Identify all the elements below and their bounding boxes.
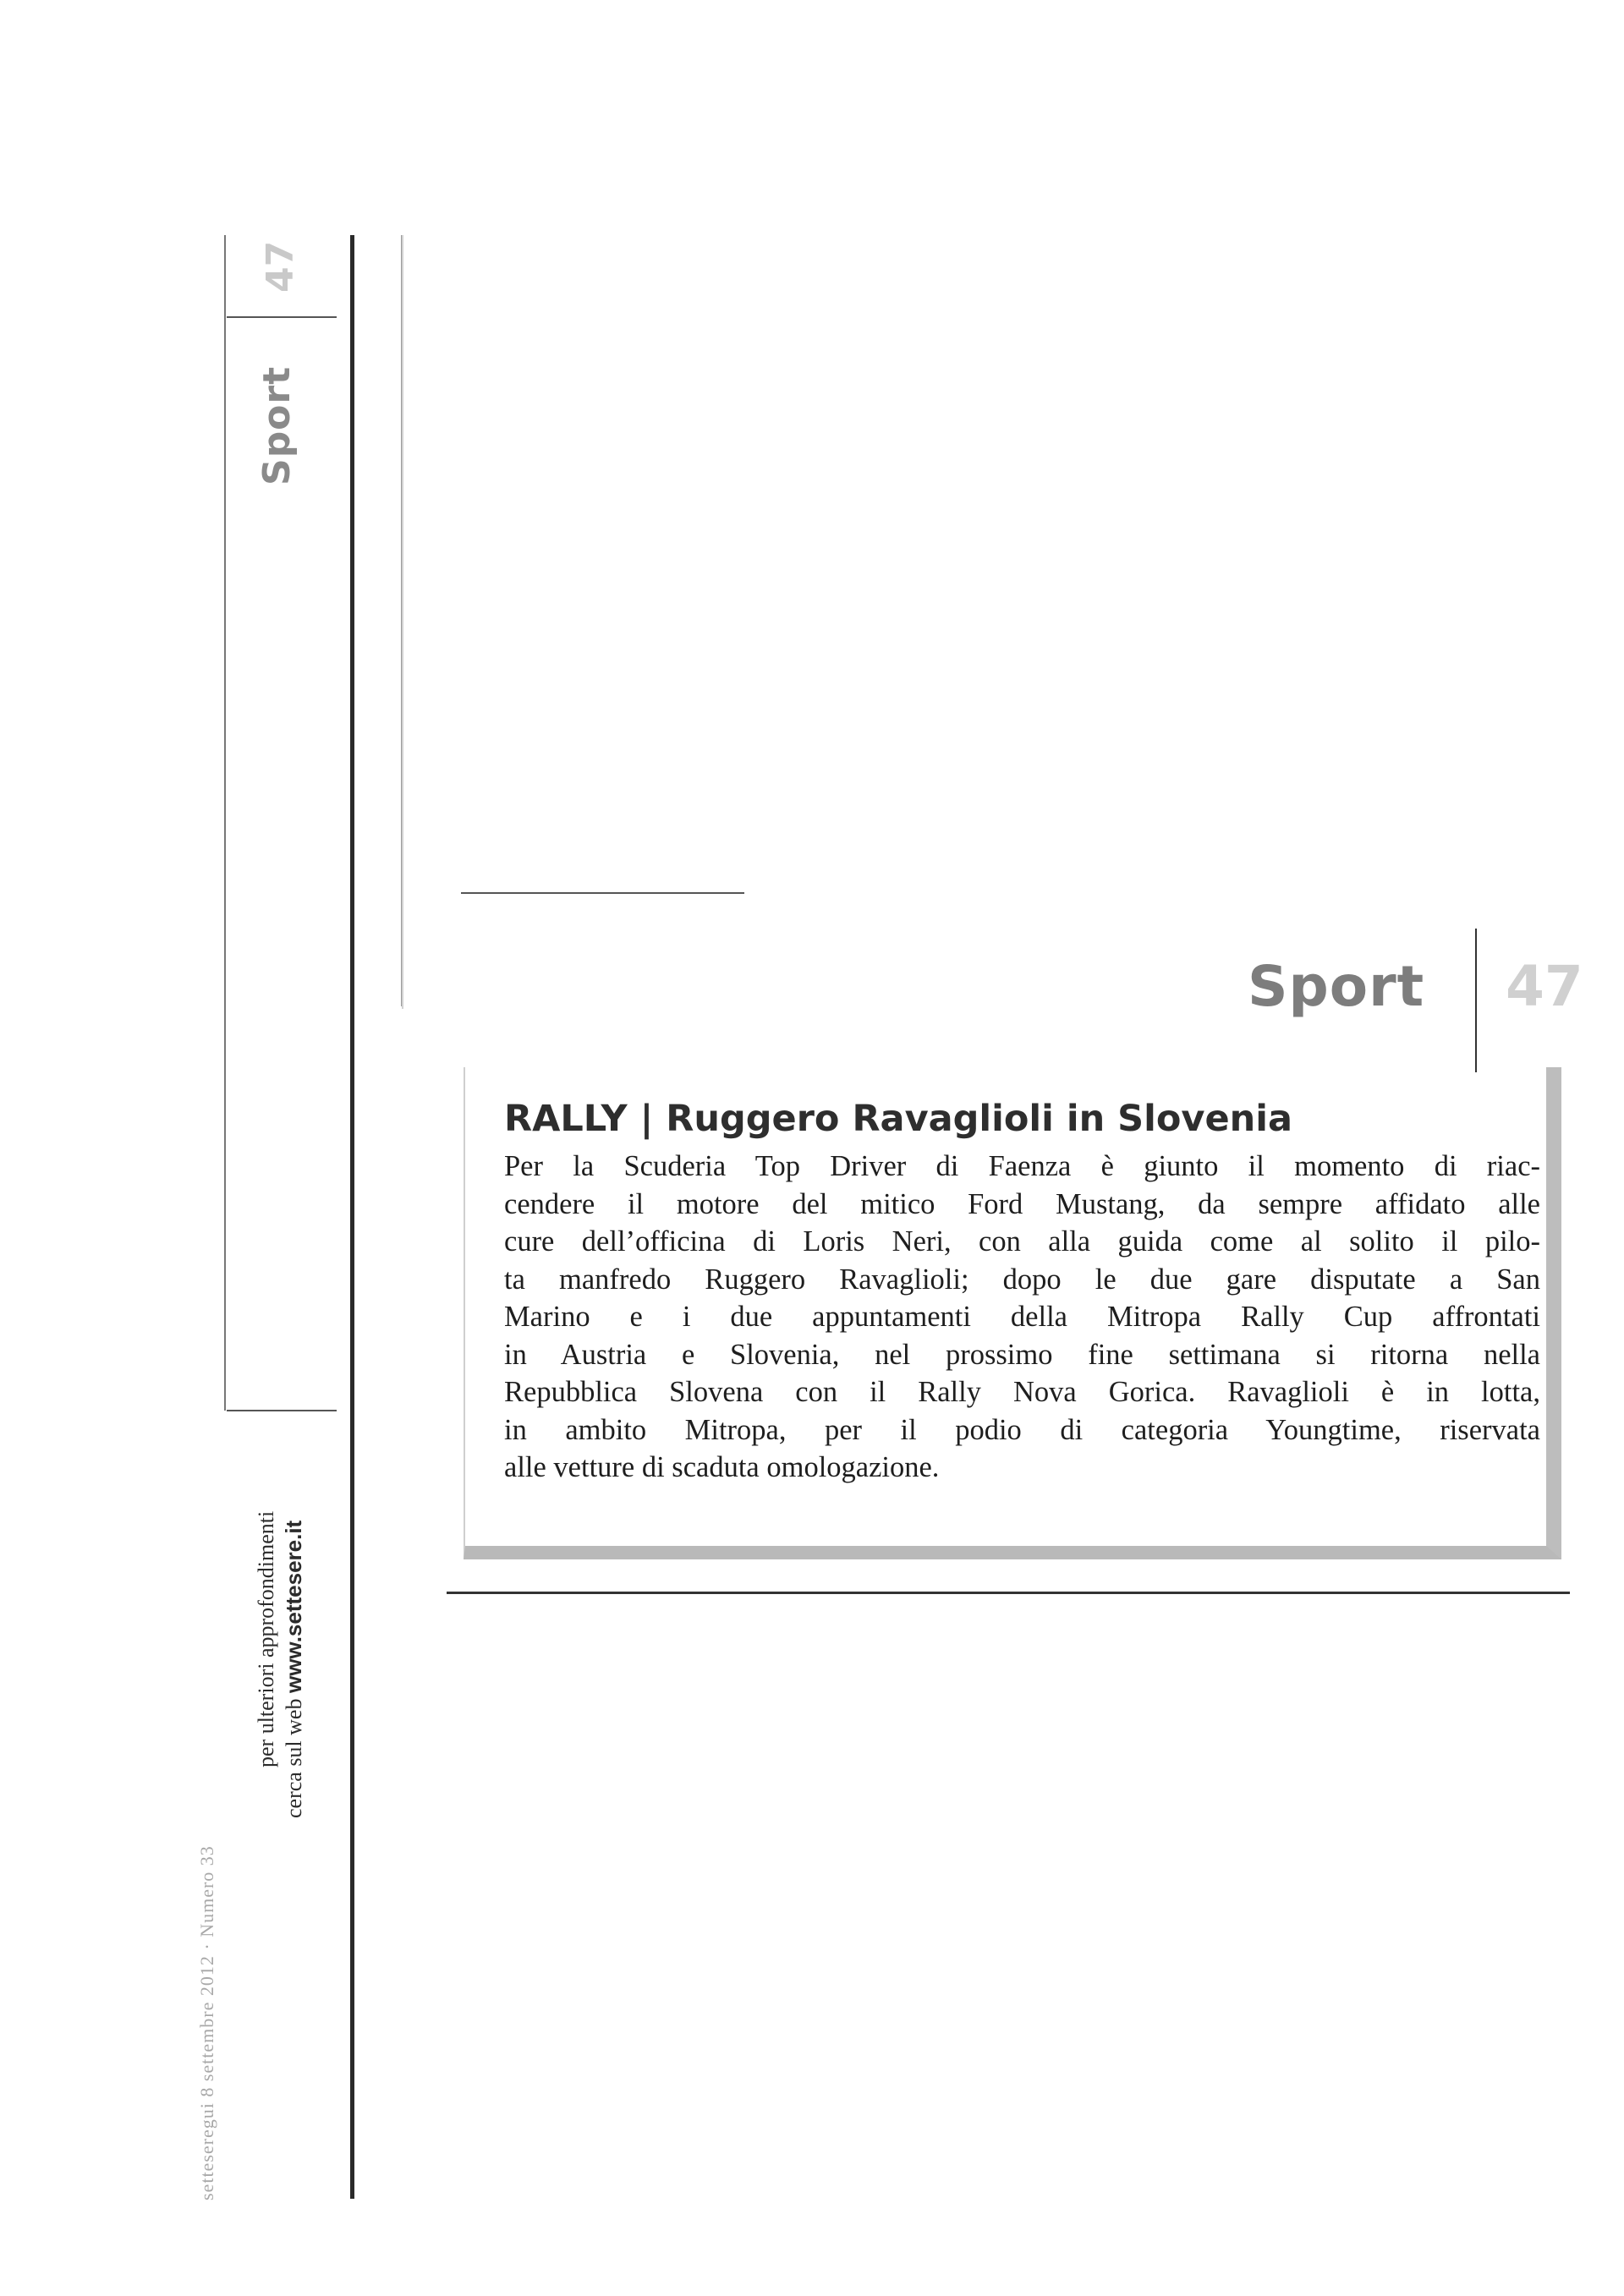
clip-bottom-rule xyxy=(447,1592,1570,1594)
clip-section-title: Sport xyxy=(1248,954,1425,1019)
article-line: cure dell’officina di Loris Neri, con alla guida come al solito il pilo- xyxy=(504,1225,1540,1258)
strip-issue-line: setteseregui 8 settembre 2012 · Numero 33 xyxy=(196,1845,217,2200)
article-line: Repubblica Slovena con il Rally Nova Gorica. Ravaglioli è in lotta, xyxy=(504,1376,1540,1408)
article-headline: RALLY | Ruggero Ravaglioli in Slovenia xyxy=(504,1098,1292,1140)
strip-section-divider xyxy=(227,316,337,318)
scan-edge-line xyxy=(402,235,403,1009)
article-line: Marino e i due appuntamenti della Mitropa Rally Cup affrontati xyxy=(504,1301,1540,1333)
article-body xyxy=(504,1148,1540,1487)
strip-section-title: Sport xyxy=(255,365,299,485)
article-line: in Austria e Slovenia, nel prossimo fine settimana si ritorna nella xyxy=(504,1338,1540,1371)
article-box xyxy=(464,1067,1561,1559)
strip-more-info-line1: per ulteriori approfondimenti xyxy=(254,1510,278,1767)
strip-page-number: 47 xyxy=(259,240,302,293)
clip-section-divider xyxy=(1475,929,1477,1072)
strip-website: www.settesere.it xyxy=(281,1520,306,1694)
clip-page-number: 47 xyxy=(1506,954,1583,1019)
article-line: alle vetture di scaduta omologazione. xyxy=(504,1451,940,1483)
strip-more-info-prefix: cerca sul web xyxy=(282,1693,306,1818)
article-line: in ambito Mitropa, per il podio di categoria Youngtime, riservata xyxy=(504,1413,1540,1446)
strip-thin-rule xyxy=(224,235,226,1411)
strip-main-rule xyxy=(350,235,354,2199)
article-line: Per la Scuderia Top Driver di Faenza è giunto il momento di riac- xyxy=(504,1150,1540,1182)
strip-more-info-line2 xyxy=(281,1521,307,1818)
clip-top-rule xyxy=(461,892,744,894)
strip-footer-divider xyxy=(227,1410,337,1411)
article-line: cendere il motore del mitico Ford Mustang, da sempre affidato alle xyxy=(504,1187,1540,1220)
article-line: ta manfredo Ruggero Ravaglioli; dopo le due gare disputate a San xyxy=(504,1263,1540,1296)
